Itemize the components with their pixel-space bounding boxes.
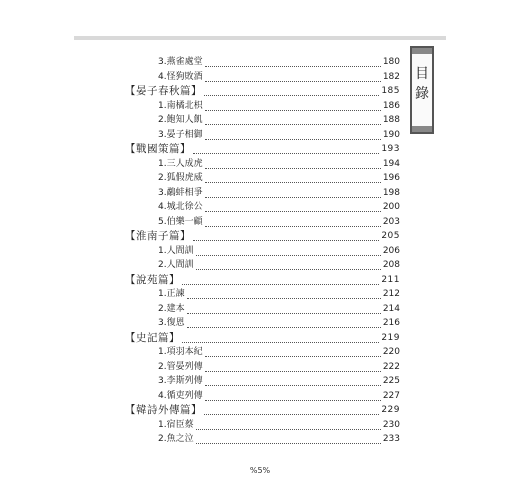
toc-item-title: 1.南橘北枳 (158, 100, 203, 111)
dot-leader (205, 109, 381, 111)
toc-section-title: 【淮南子篇】 (125, 230, 191, 242)
toc-page-number: 225 (382, 376, 400, 386)
dot-leader (205, 370, 381, 372)
toc-page-number: 190 (382, 129, 400, 140)
toc-page-number: 198 (382, 187, 400, 198)
toc-item-row (158, 71, 400, 84)
side-tab-label: 目 錄 (415, 66, 429, 102)
toc-item-row (158, 129, 400, 142)
toc-item-row (158, 361, 400, 374)
toc-item-row (158, 114, 400, 127)
toc-page-number: 216 (382, 318, 400, 328)
toc-page-number: 211 (381, 274, 400, 285)
toc-page-number: 220 (382, 347, 400, 357)
toc-page-number: 227 (382, 390, 400, 401)
toc-page-number: 233 (382, 434, 400, 444)
dot-leader (205, 65, 381, 67)
dot-leader (205, 123, 381, 125)
dot-leader (205, 355, 381, 357)
toc-item-row (158, 56, 400, 69)
toc-page-number: 230 (382, 419, 400, 430)
dot-leader (196, 428, 381, 430)
toc-page-number: 208 (382, 260, 400, 270)
toc-page-number: 206 (382, 245, 400, 256)
toc-page-number: 214 (382, 303, 400, 314)
dot-leader (205, 80, 381, 82)
dot-leader (193, 152, 379, 154)
toc-item-title: 2.魚之泣 (158, 434, 194, 444)
side-tab-bottom-bar (412, 126, 432, 132)
toc-item-title: 3.鷸蚌相爭 (158, 187, 203, 198)
toc-item-title: 2.飽知人飢 (158, 115, 203, 125)
toc-item-row (158, 187, 400, 200)
toc-item-title: 2.建本 (158, 303, 185, 314)
toc-item-title: 2.管晏列傳 (158, 361, 203, 372)
toc-item-row (158, 317, 400, 330)
dot-leader (205, 225, 381, 227)
toc-section-title: 【說苑篇】 (125, 273, 180, 286)
toc-page-number: 203 (382, 216, 400, 227)
dot-leader (205, 210, 381, 212)
toc-item-title: 2.狐假虎威 (158, 173, 203, 183)
toc-item-title: 3.李斯列傳 (158, 376, 203, 386)
toc-item-row (158, 375, 400, 388)
toc-page-number: 182 (382, 71, 400, 82)
dot-leader (204, 413, 379, 415)
toc-page-number: 229 (381, 405, 400, 415)
toc-page-number: 200 (382, 202, 400, 212)
toc-item-row (158, 158, 400, 171)
toc-item-title: 5.伯樂一顧 (158, 216, 203, 227)
toc-page-number: 219 (381, 332, 400, 343)
toc-item-title: 3.燕雀處堂 (158, 57, 203, 67)
dot-leader (205, 399, 381, 401)
dot-leader (182, 283, 379, 285)
toc-section-title: 【戰國策篇】 (125, 143, 191, 155)
toc-item-title: 1.人間訓 (158, 245, 194, 256)
toc-page-number: 188 (382, 115, 400, 125)
toc-item-row (158, 303, 400, 316)
toc-section-row (125, 274, 400, 287)
dot-leader (205, 196, 381, 198)
toc-item-row (158, 172, 400, 185)
dot-leader (196, 254, 381, 256)
toc-item-title: 1.正諫 (158, 289, 185, 299)
toc-page-number: 196 (382, 173, 400, 183)
toc-item-row (158, 259, 400, 272)
toc-item-title: 4.城北徐公 (158, 202, 203, 212)
toc-page-number: 180 (382, 57, 400, 67)
toc-item-row (158, 216, 400, 229)
toc-page-number: 193 (381, 144, 400, 154)
toc-item-row (158, 419, 400, 432)
toc-page-number: 194 (382, 158, 400, 169)
toc-item-row (158, 100, 400, 113)
toc-section-row (125, 85, 400, 98)
toc-page-number: 186 (382, 100, 400, 111)
dot-leader (193, 239, 379, 241)
dot-leader (196, 268, 381, 270)
toc-item-row (158, 346, 400, 359)
toc-item-title: 1.項羽本紀 (158, 347, 203, 357)
toc-section-row (125, 404, 400, 417)
toc-section-row (125, 230, 400, 243)
toc-item-title: 3.晏子相御 (158, 129, 203, 140)
dot-leader (205, 138, 381, 140)
dot-leader (187, 297, 381, 299)
toc-section-title: 【韓詩外傳篇】 (125, 404, 202, 416)
dot-leader (182, 341, 379, 343)
toc-item-title: 3.復恩 (158, 318, 185, 328)
side-tab-top-bar (412, 48, 432, 54)
toc-page-number: 185 (381, 86, 400, 96)
dot-leader (187, 312, 381, 314)
dot-leader (196, 442, 381, 444)
toc-item-row (158, 201, 400, 214)
toc-page-number: 222 (382, 361, 400, 372)
toc-item-row (158, 288, 400, 301)
toc-item-title: 4.循吏列傳 (158, 390, 203, 401)
toc-section-row (125, 143, 400, 156)
page-number: %5% (249, 466, 271, 475)
toc-section-title: 【晏子春秋篇】 (125, 85, 202, 97)
dot-leader (205, 384, 381, 386)
contents-side-tab (410, 46, 434, 134)
dot-leader (205, 167, 381, 169)
toc-item-title: 4.怪狗敗酒 (158, 71, 203, 82)
toc-section-row (125, 332, 400, 345)
toc-item-title: 1.三人成虎 (158, 158, 203, 169)
toc-item-row (158, 433, 400, 446)
dot-leader (187, 326, 381, 328)
toc-page-number: 212 (382, 289, 400, 299)
toc-section-title: 【史記篇】 (125, 331, 180, 344)
dot-leader (205, 181, 381, 183)
dot-leader (204, 94, 379, 96)
toc-item-row (158, 245, 400, 258)
toc-item-row (158, 390, 400, 403)
toc-item-title: 2.人間訓 (158, 260, 194, 270)
toc-page-number: 205 (381, 231, 400, 241)
toc-item-title: 1.宿臣蔡 (158, 419, 194, 430)
